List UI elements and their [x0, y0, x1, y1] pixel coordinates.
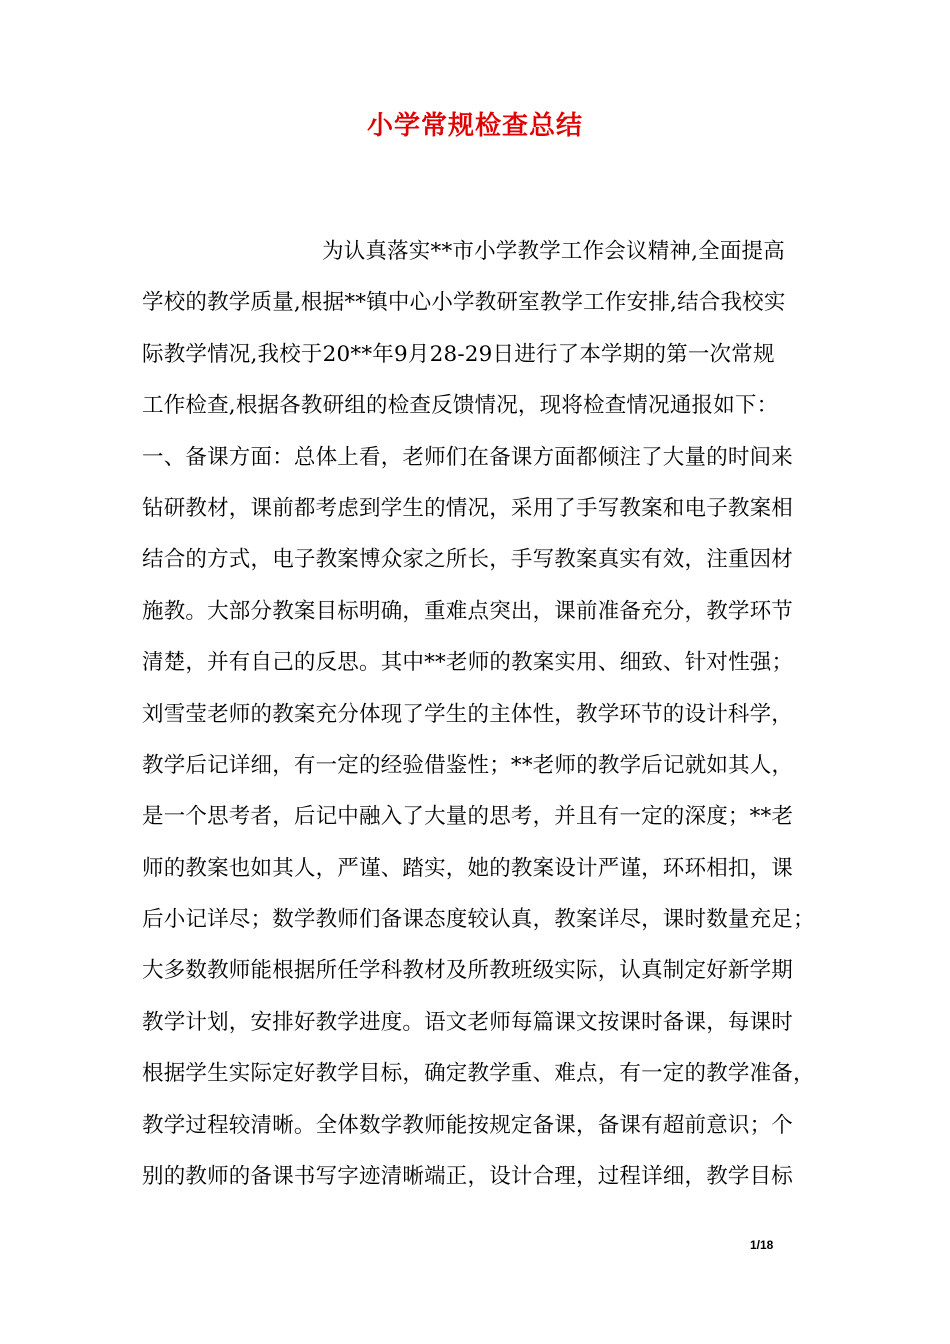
body-text: [142, 230, 832, 1206]
paragraph-line: 施教。大部分教案目标明确，重难点突出，课前准备充分，教学环节: [142, 598, 794, 624]
paragraph-line: 刘雪莹老师的教案充分体现了学生的主体性，教学环节的设计科学，: [142, 701, 794, 727]
paragraph-line: 清楚，并有自己的反思。其中**老师的教案实用、细致、针对性强；: [142, 650, 794, 676]
paragraph-line: 大多数教师能根据所任学科教材及所教班级实际，认真制定好新学期: [142, 958, 794, 984]
paragraph-line: 师的教案也如其人，严谨、踏实，她的教案设计严谨，环环相扣，课: [142, 855, 794, 881]
page-number: 1/18: [750, 1238, 774, 1252]
paragraph-line: 根据学生实际定好教学目标，确定教学重、难点，有一定的教学准备，: [142, 1061, 815, 1087]
page-title: 小学常规检查总结: [366, 111, 583, 141]
paragraph-line: 工作检查,根据各教研组的检查反馈情况，现将检查情况通报如下：: [142, 393, 779, 419]
paragraph-line: 教学过程较清晰。全体数学教师能按规定备课，备课有超前意识；个: [142, 1112, 794, 1138]
paragraph-line: 是一个思考者，后记中融入了大量的思考，并且有一定的深度；**老: [142, 804, 794, 830]
paragraph-line: 教学计划，安排好教学进度。语文老师每篇课文按课时备课，每课时: [142, 1009, 794, 1035]
paragraph-line: 际教学情况,我校于20**年9月28-29日进行了本学期的第一次常规: [142, 341, 775, 367]
paragraph-line: 学校的教学质量,根据**镇中心小学教研室教学工作安排,结合我校实: [142, 290, 786, 316]
paragraph-line: 钻研教材，课前都考虑到学生的情况，采用了手写教案和电子教案相: [142, 495, 794, 521]
paragraph-line: 一、备课方面：总体上看，老师们在备课方面都倾注了大量的时间来: [142, 444, 794, 470]
paragraph-line: 结合的方式，电子教案博众家之所长，手写教案真实有效，注重因材: [142, 547, 794, 573]
paragraph-line: 为认真落实**市小学教学工作会议精神,全面提高: [322, 239, 785, 264]
paragraph-line: 后小记详尽；数学教师们备课态度较认真，教案详尽，课时数量充足；: [142, 907, 815, 933]
paragraph-line: 别的教师的备课书写字迹清晰端正，设计合理，过程详细，教学目标: [142, 1164, 794, 1190]
paragraph-line: 教学后记详细，有一定的经验借鉴性；**老师的教学后记就如其人，: [142, 752, 794, 778]
